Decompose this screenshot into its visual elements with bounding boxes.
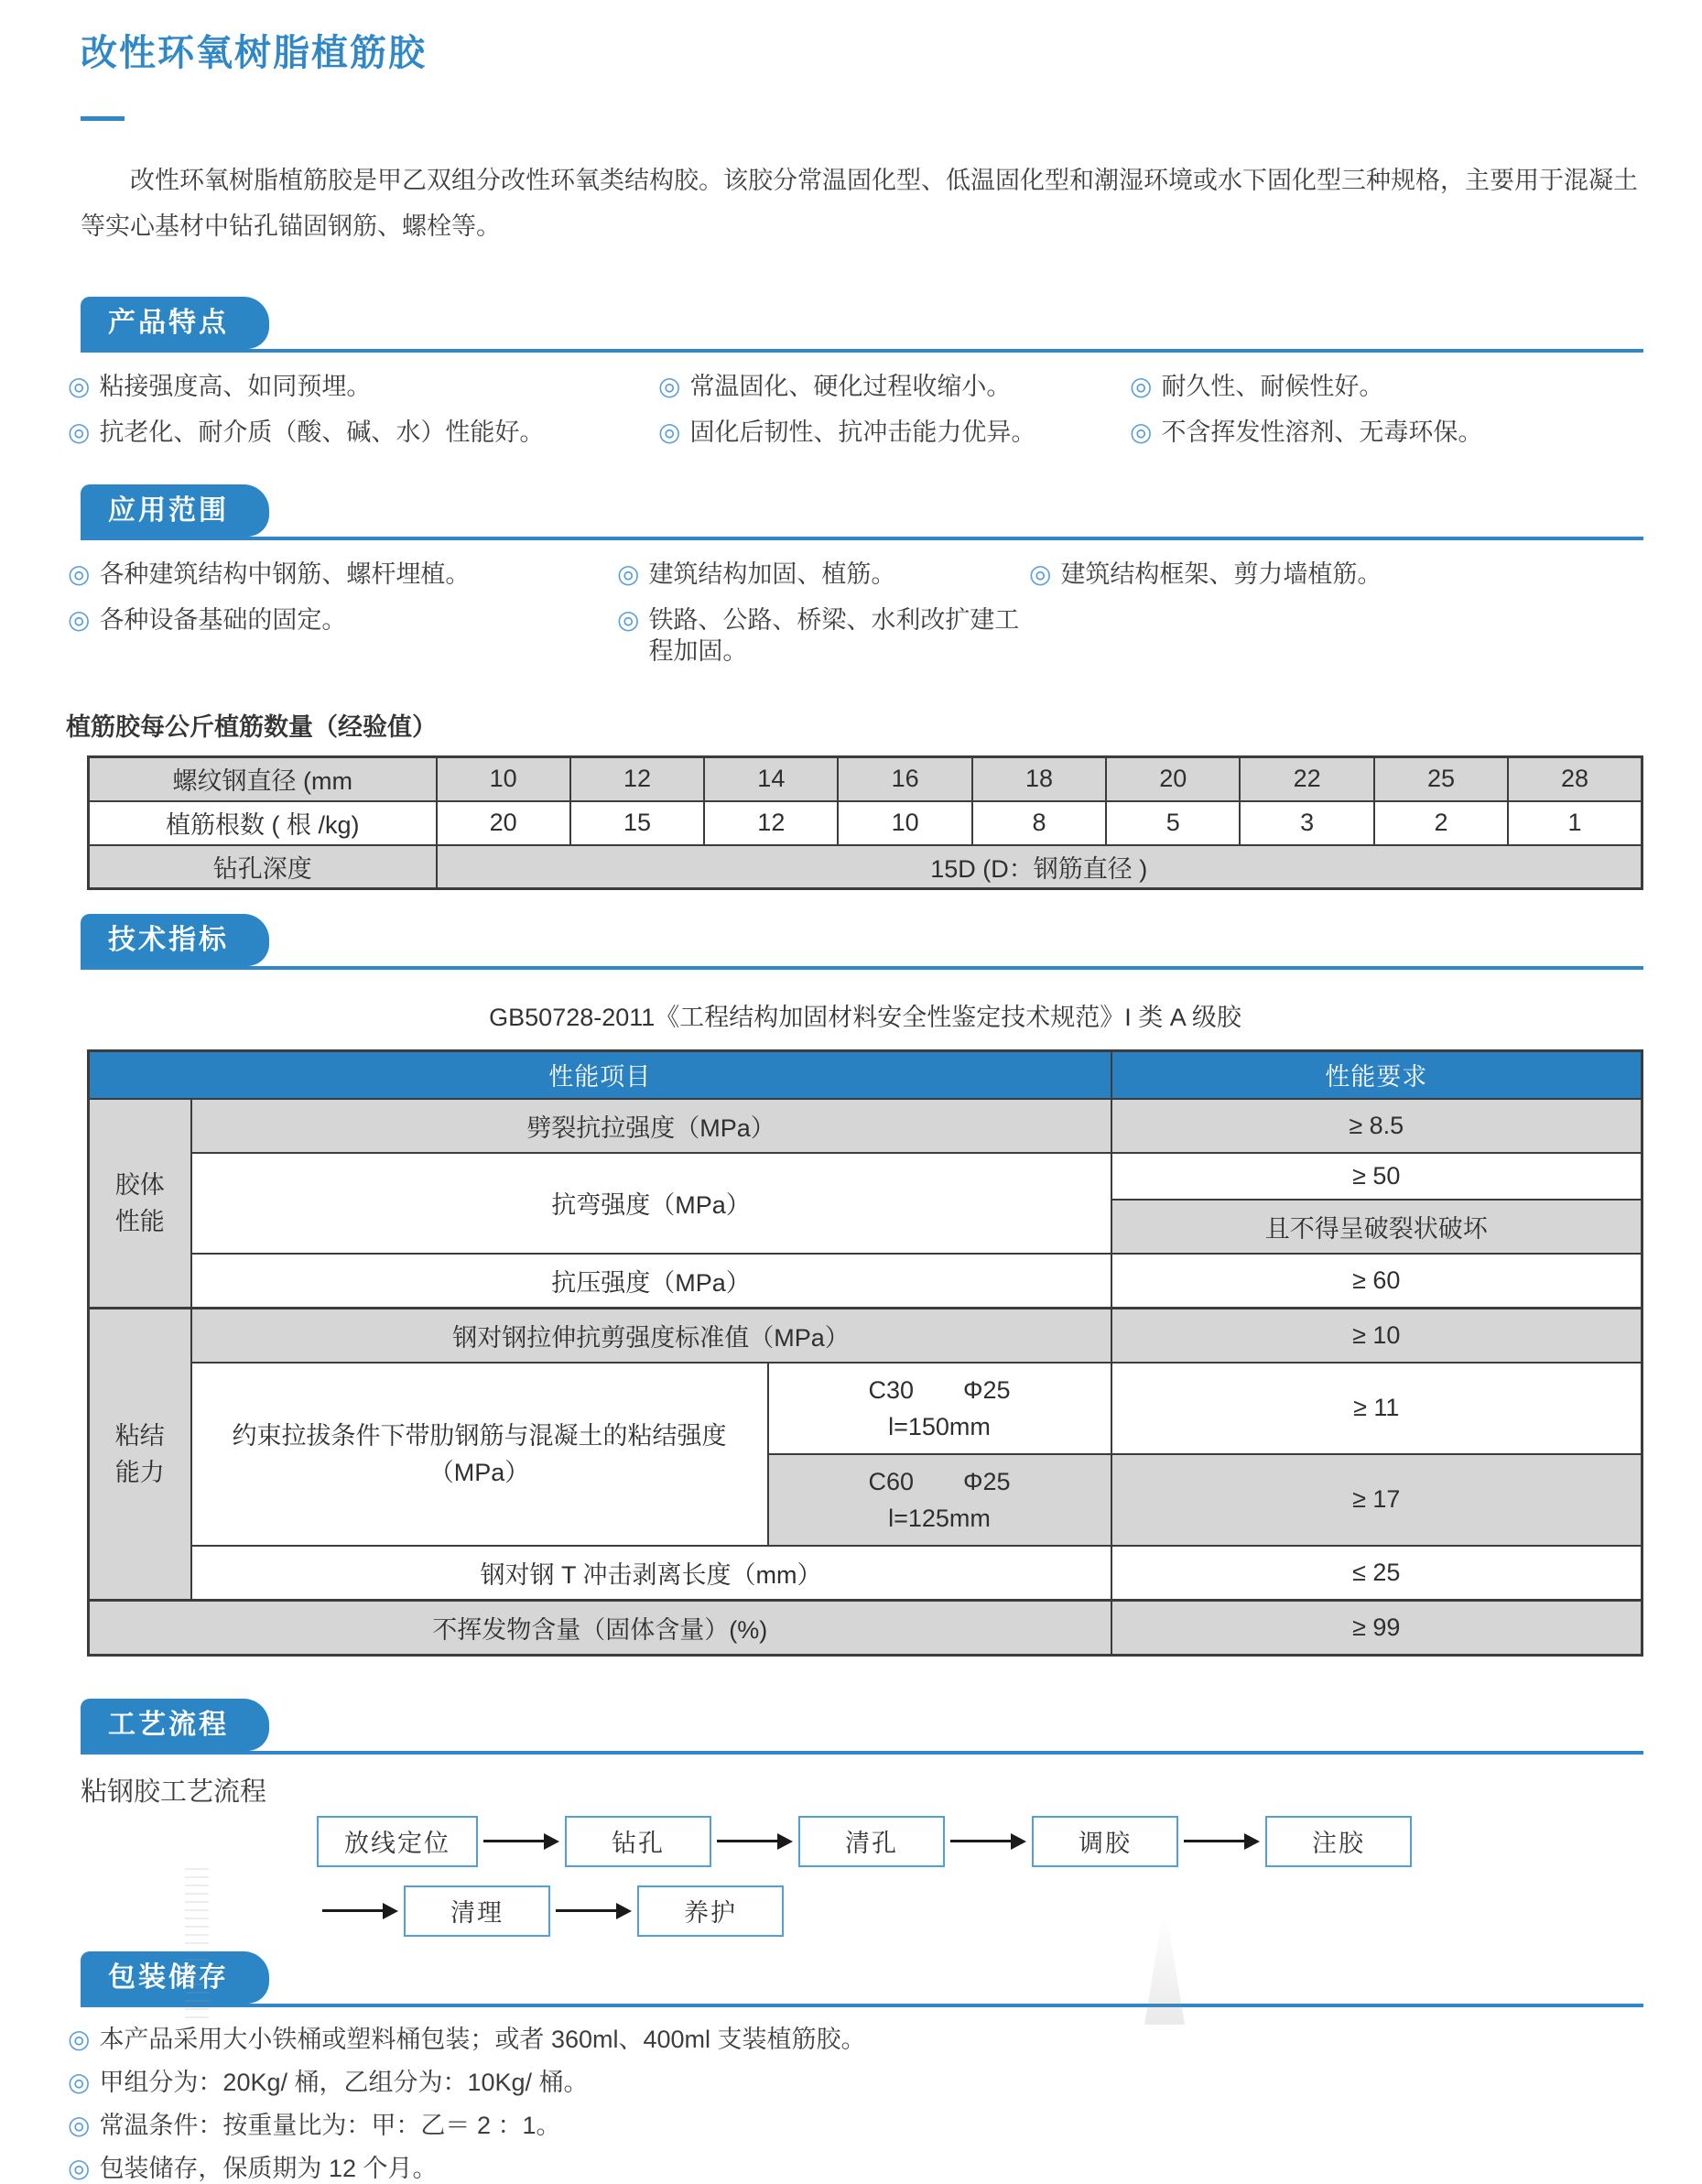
table-cell: ≥ 60 [1111, 1254, 1642, 1309]
table-cell: 不挥发物含量（固体含量）(%) [89, 1600, 1111, 1655]
bullet-text: 耐久性、耐候性好。 [1161, 373, 1384, 400]
section-badge: 产品特点 [81, 297, 269, 349]
table-cell: 16 [838, 757, 971, 801]
table-row [89, 1546, 1642, 1601]
list-item [68, 371, 658, 402]
table-header-row [89, 1051, 1642, 1099]
table-cell: 2 [1374, 801, 1508, 845]
section-header-specs [81, 914, 1643, 970]
flow-arrow-icon [950, 1833, 1026, 1850]
rebar-table-caption: 植筋胶每公斤植筋数量（经验值） [66, 713, 437, 741]
table-row [89, 1153, 1642, 1200]
intro-paragraph: 改性环氧树脂植筋胶是甲乙双组分改性环氧类结构胶。该胶分常温固化型、低温固化型和潮湿环境或水下固化型三种规格，主要用于混凝土等实心基材中钻孔锚固钢筋、螺栓等。 [81, 167, 1638, 240]
features-column [1130, 371, 1643, 448]
list-item [68, 2024, 1643, 2055]
double-circle-bullet-icon: ◎ [1130, 372, 1153, 400]
process-flow-row-1 [317, 1816, 1643, 1867]
flow-arrow-icon [717, 1833, 793, 1850]
flow-arrow-icon [322, 1903, 398, 1919]
flow-step-inject-adhesive: 注胶 [1265, 1816, 1412, 1867]
flow-arrow-icon [1184, 1833, 1260, 1850]
table-cell: 5 [1106, 801, 1240, 845]
table-cell: ≤ 25 [1111, 1546, 1642, 1601]
list-item [1029, 559, 1643, 590]
rebar-count-table [87, 755, 1643, 890]
table-cell: 10 [838, 801, 971, 845]
table-cell: 且不得呈破裂状破坏 [1111, 1200, 1642, 1254]
double-circle-bullet-icon: ◎ [68, 372, 91, 400]
list-item [68, 2153, 1643, 2184]
bullet-text: 不含挥发性溶剂、无毒环保。 [1161, 418, 1483, 446]
double-circle-bullet-icon: ◎ [617, 560, 640, 588]
bullet-text: 建筑结构加固、植筋。 [648, 560, 896, 588]
features-column [68, 371, 658, 448]
double-circle-bullet-icon: ◎ [68, 2153, 91, 2182]
bullet-text: 各种建筑结构中钢筋、螺杆埋植。 [99, 560, 471, 588]
bullet-text: 粘接强度高、如同预埋。 [99, 373, 372, 400]
flow-step-layout: 放线定位 [317, 1816, 478, 1867]
flow-step-mix-adhesive: 调胶 [1032, 1816, 1178, 1867]
table-row [89, 757, 1642, 801]
column-header-item: 性能项目 [89, 1051, 1111, 1099]
table-cell: 15 [570, 801, 704, 845]
applications-bullets [68, 559, 1643, 667]
list-item [658, 417, 1130, 448]
list-item [658, 371, 1130, 402]
double-circle-bullet-icon: ◎ [1029, 560, 1052, 588]
list-item [68, 604, 617, 636]
section-header-process [81, 1699, 1643, 1755]
list-item [68, 559, 617, 590]
bullet-text: 铁路、公路、桥梁、水利改扩建工程加固。 [648, 606, 1020, 665]
table-row [89, 1099, 1642, 1153]
double-circle-bullet-icon: ◎ [68, 605, 91, 634]
double-circle-bullet-icon: ◎ [68, 2024, 91, 2053]
table-row [89, 845, 1642, 889]
section-badge: 工艺流程 [81, 1699, 269, 1751]
section-badge: 包装储存 [81, 1951, 269, 2004]
bullet-text: 固化后韧性、抗冲击能力优异。 [689, 418, 1036, 446]
table-row [89, 801, 1642, 845]
list-item [1130, 371, 1643, 402]
double-circle-bullet-icon: ◎ [68, 418, 91, 446]
table-cell: 3 [1240, 801, 1373, 845]
list-item [1130, 417, 1643, 448]
double-circle-bullet-icon: ◎ [1130, 418, 1153, 446]
table-cell: 钢对钢 T 冲击剥离长度（mm） [191, 1546, 1111, 1601]
table-row [89, 1308, 1642, 1363]
list-item [68, 2067, 1643, 2098]
table-cell: 10 [437, 757, 570, 801]
group-cell-bonding-capability: 粘结能力 [89, 1308, 191, 1600]
bullet-text: 常温固化、硬化过程收缩小。 [689, 373, 1012, 400]
bullet-text: 各种设备基础的固定。 [99, 606, 347, 634]
list-item [68, 2110, 1643, 2141]
bullet-text: 本产品采用大小铁桶或塑料桶包装；或者 360ml、400ml 支装植筋胶。 [99, 2025, 866, 2053]
table-cell: ≥ 17 [1111, 1454, 1642, 1546]
features-bullets [68, 371, 1643, 448]
table-cell: 钢对钢拉伸抗剪强度标准值（MPa） [191, 1308, 1111, 1363]
double-circle-bullet-icon: ◎ [68, 2067, 91, 2096]
table-cell: C30 Φ25 l=150mm [768, 1363, 1111, 1454]
table-cell: 15D (D：钢筋直径 ) [437, 845, 1642, 889]
table-cell: 28 [1508, 757, 1642, 801]
table-cell: ≥ 11 [1111, 1363, 1642, 1454]
table-row [89, 1254, 1642, 1309]
flow-arrow-icon [556, 1903, 632, 1919]
table-cell: 1 [1508, 801, 1642, 845]
table-cell: 12 [704, 801, 838, 845]
bullet-text: 抗老化、耐介质（酸、碱、水）性能好。 [99, 418, 545, 446]
section-badge: 技术指标 [81, 914, 269, 966]
double-circle-bullet-icon: ◎ [658, 372, 681, 400]
table-cell: 12 [570, 757, 704, 801]
flow-step-clean-hole: 清孔 [798, 1816, 945, 1867]
list-item [617, 559, 1029, 590]
row-label-cell: 植筋根数 ( 根 /kg) [89, 801, 437, 845]
packaging-bullets [68, 2024, 1643, 2184]
list-item [68, 417, 658, 448]
section-header-applications [81, 484, 1643, 540]
bullet-text: 建筑结构框架、剪力墙植筋。 [1060, 560, 1382, 588]
table-cell: 抗压强度（MPa） [191, 1254, 1111, 1309]
flow-step-cleanup: 清理 [404, 1885, 550, 1937]
group-cell-adhesive-performance: 胶体性能 [89, 1099, 191, 1309]
table-cell: C60 Φ25 l=125mm [768, 1454, 1111, 1546]
table-cell: 抗弯强度（MPa） [191, 1153, 1111, 1254]
title-underline [81, 116, 125, 121]
table-cell: 25 [1374, 757, 1508, 801]
column-header-requirement: 性能要求 [1111, 1051, 1642, 1099]
process-flow-row-2 [317, 1885, 1643, 1937]
table-cell: 约束拉拔条件下带肋钢筋与混凝土的粘结强度 （MPa） [191, 1363, 768, 1546]
row-label-cell: 螺纹钢直径 (mm [89, 757, 437, 801]
table-cell: 20 [437, 801, 570, 845]
table-row [89, 1363, 1642, 1454]
applications-column [617, 559, 1029, 667]
table-cell: ≥ 10 [1111, 1308, 1642, 1363]
table-cell: ≥ 99 [1111, 1600, 1642, 1655]
row-label-cell: 钻孔深度 [89, 845, 437, 889]
spec-table [87, 1049, 1643, 1657]
double-circle-bullet-icon: ◎ [68, 2110, 91, 2139]
flow-step-curing: 养护 [637, 1885, 784, 1937]
table-cell: 劈裂抗拉强度（MPa） [191, 1099, 1111, 1153]
table-cell: 14 [704, 757, 838, 801]
bullet-text: 甲组分为：20Kg/ 桶，乙组分为：10Kg/ 桶。 [99, 2068, 589, 2096]
double-circle-bullet-icon: ◎ [658, 418, 681, 446]
table-cell: 22 [1240, 757, 1373, 801]
standard-reference: GB50728-2011《工程结构加固材料安全性鉴定技术规范》I 类 A 级胶 [489, 1004, 1241, 1031]
table-cell: 18 [972, 757, 1106, 801]
process-subtitle: 粘钢胶工艺流程 [81, 1777, 267, 1807]
list-item [617, 604, 1029, 667]
bullet-text: 常温条件：按重量比为：甲：乙＝ 2 ：1。 [99, 2111, 561, 2139]
section-badge: 应用范围 [81, 484, 269, 537]
bullet-text: 包装储存，保质期为 12 个月。 [99, 2154, 438, 2182]
section-header-packaging [81, 1951, 1643, 2007]
features-column [658, 371, 1130, 448]
applications-column [1029, 559, 1643, 667]
page-title: 改性环氧树脂植筋胶 [81, 33, 427, 73]
table-cell: ≥ 8.5 [1111, 1099, 1642, 1153]
section-header-features [81, 297, 1643, 353]
double-circle-bullet-icon: ◎ [617, 605, 640, 634]
table-cell: ≥ 50 [1111, 1153, 1642, 1200]
flow-step-drill: 钻孔 [565, 1816, 711, 1867]
table-cell: 8 [972, 801, 1106, 845]
applications-column [68, 559, 617, 667]
table-cell: 20 [1106, 757, 1240, 801]
flow-arrow-icon [483, 1833, 559, 1850]
double-circle-bullet-icon: ◎ [68, 560, 91, 588]
table-row [89, 1600, 1642, 1655]
